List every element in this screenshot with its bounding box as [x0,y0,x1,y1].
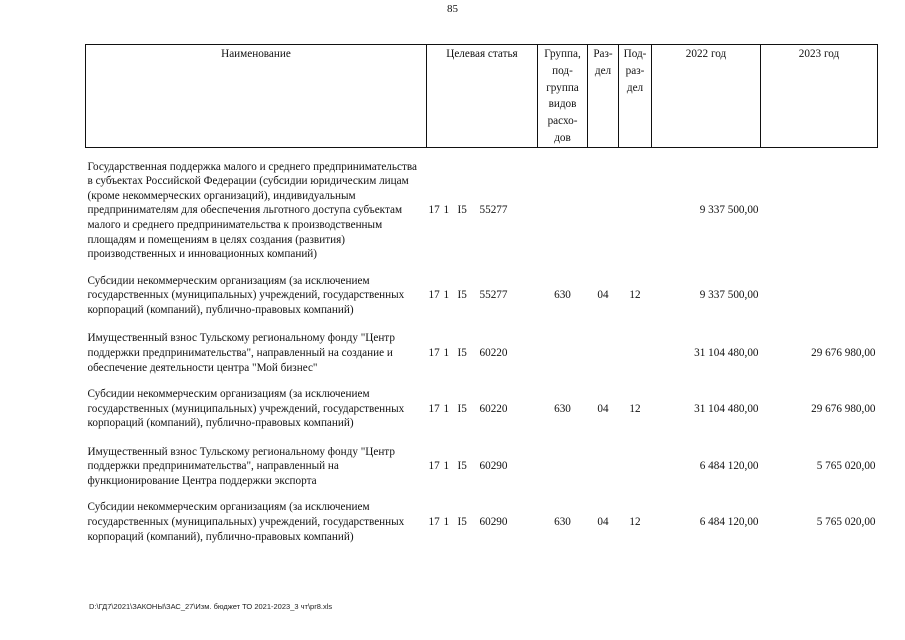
event-code: I5 [457,402,467,415]
section-cell: 04 [597,516,609,529]
section-cell: 04 [597,289,609,302]
subprogram-code: 1 [443,516,450,529]
amount-2022: 31 104 480,00 [694,346,759,359]
amount-2023: 5 765 020,00 [816,460,876,473]
amount-2023: 5 765 020,00 [816,516,876,529]
spacer-cell [86,147,878,160]
table-body [86,147,878,544]
header-year-2022: 2022 год [652,45,761,148]
amount-2022: 31 104 480,00 [694,402,759,415]
section-cell [588,445,619,489]
table-row [86,500,878,544]
file-path-footer: D:\ГД7\2021\ЗАКОНЫ\ЗАС_27\Изм. бюджет ТО 2021-2023_3 чт\pr8.xls [89,602,333,611]
row-name: Субсидии некоммерческим организациям (за исключением государственных (муниципальных) учреждений, государственных корпораций (компаний), публично-правовых компаний) [87,274,405,316]
expense-group-cell: 630 [554,289,571,302]
table-row [86,445,878,489]
program-code: 17 [428,516,440,529]
target-article-cell [427,331,538,375]
expense-group-cell [538,445,588,489]
section-cell [588,331,619,375]
budget-table [85,44,878,544]
amount-2023 [761,274,878,318]
amount-2023: 29 676 980,00 [811,346,876,359]
amount-2023: 29 676 980,00 [811,402,876,415]
event-code: I5 [457,289,467,302]
target-article-cell [427,445,538,489]
subsection-cell: 12 [629,289,641,302]
row-spacer [86,147,878,160]
table-row [86,387,878,431]
event-code: I5 [457,516,467,529]
subsection-cell: 12 [629,516,641,529]
amount-2022: 6 484 120,00 [699,516,759,529]
header-expense-group: Группа, под-группа видов расхо-дов [538,45,588,148]
program-code: 17 [428,289,440,302]
expense-group-cell [538,160,588,262]
subprogram-code: 1 [443,289,450,302]
program-code: 17 [428,204,440,217]
row-spacer [86,488,878,500]
row-spacer [86,317,878,331]
subprogram-code: 1 [443,204,450,217]
row-name: Государственная поддержка малого и среднего предпринимательства в субъектах Российской Федерации (субсидии юридическим лицам (кроме некоммерческих организаций), индивидуальным предпринимателям для обеспечения льготного доступа субъектам малого и среднего предпринимательства к производственным площадям и помещениям в целях создания (развития) производственных и инновационных компаний) [87,160,417,261]
target-article-cell [427,160,538,262]
program-code: 17 [428,346,440,359]
subsection-cell [619,160,652,262]
section-cell [588,160,619,262]
program-code: 17 [428,460,440,473]
subsection-cell [619,331,652,375]
subprogram-code: 1 [443,402,450,415]
amount-2022: 9 337 500,00 [699,289,759,302]
table-row [86,331,878,375]
direction-code: 55277 [479,289,508,302]
header-name: Наименование [86,45,427,148]
amount-2023 [761,160,878,262]
subprogram-code: 1 [443,346,450,359]
spacer-cell [86,375,878,387]
direction-code: 55277 [479,204,508,217]
spacer-cell [86,488,878,500]
expense-group-cell: 630 [554,402,571,415]
target-article-cell [427,274,538,318]
amount-2022: 6 484 120,00 [699,460,759,473]
target-article-cell [427,387,538,431]
event-code: I5 [457,460,467,473]
row-spacer [86,431,878,445]
event-code: I5 [457,346,467,359]
amount-2022: 9 337 500,00 [699,204,759,217]
row-name: Субсидии некоммерческим организациям (за исключением государственных (муниципальных) учреждений, государственных корпораций (компаний), публично-правовых компаний) [87,388,405,430]
spacer-cell [86,431,878,445]
row-name: Имущественный взнос Тульскому региональному фонду "Центр поддержки предпринимательства", направленный на создание и обеспечение деятельности центра "Мой бизнес" [87,332,395,374]
table-row [86,160,878,262]
direction-code: 60220 [479,346,508,359]
row-name: Имущественный взнос Тульскому региональному фонду "Центр поддержки предпринимательства", направленный на функционирование Центра поддержки экспорта [87,445,395,487]
header-section: Раз-дел [588,45,619,148]
table-row [86,274,878,318]
subprogram-code: 1 [443,460,450,473]
header-year-2023: 2023 год [761,45,878,148]
header-subsection: Под-раз-дел [619,45,652,148]
row-spacer [86,375,878,387]
spacer-cell [86,317,878,331]
direction-code: 60290 [479,460,508,473]
header-target-article: Целевая статья [427,45,538,148]
event-code: I5 [457,204,467,217]
subsection-cell [619,445,652,489]
program-code: 17 [428,402,440,415]
section-cell: 04 [597,402,609,415]
target-article-cell [427,500,538,544]
expense-group-cell [538,331,588,375]
row-name: Субсидии некоммерческим организациям (за исключением государственных (муниципальных) учреждений, государственных корпораций (компаний), публично-правовых компаний) [87,501,405,543]
table-header [86,45,878,148]
page-number: 85 [447,3,458,15]
subsection-cell: 12 [629,402,641,415]
direction-code: 60290 [479,516,508,529]
expense-group-cell: 630 [554,516,571,529]
spacer-cell [86,262,878,274]
direction-code: 60220 [479,402,508,415]
row-spacer [86,262,878,274]
